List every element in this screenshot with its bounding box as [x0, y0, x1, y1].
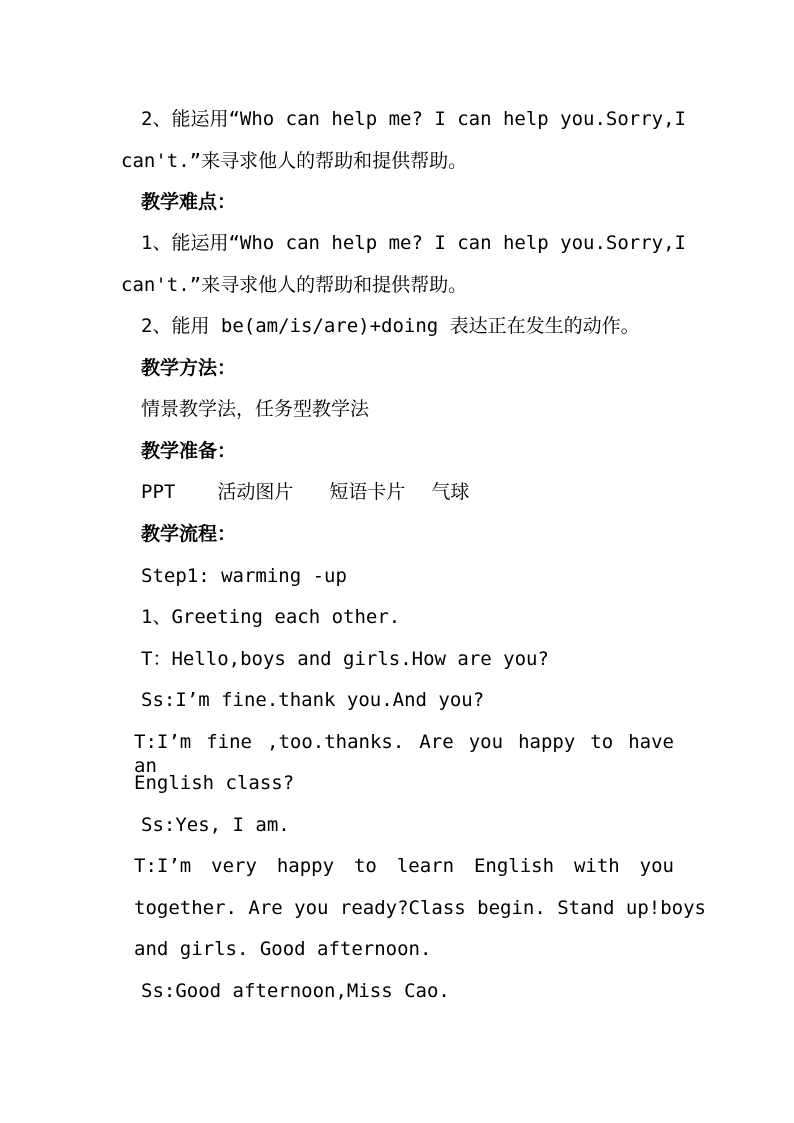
prep-item-activity-pictures: 活动图片 [217, 481, 294, 503]
goal2-line2: can't.”来寻求他人的帮助和提供帮助。 [121, 150, 468, 172]
teacher-line-2a: T:I’m fine ,too.thanks. Are you happy to have an [134, 731, 674, 777]
prep-item-ppt: PPT [141, 481, 176, 503]
diff2-line: 2、能用 be(am/is/are)+doing 表达正在发生的动作。 [141, 315, 640, 337]
difficulty-heading: 教学难点： [141, 191, 237, 213]
teacher-line-3c: and girls. Good afternoon. [134, 938, 432, 960]
method-heading: 教学方法： [141, 357, 237, 379]
goal2-line1: 2、能运用“Who can help me? I can help you.Sorry,I [141, 108, 686, 130]
teacher-line-1: T：Hello,boys and girls.How are you? [141, 648, 549, 670]
step1-line: Step1: warming -up [141, 565, 347, 587]
process-heading: 教学流程： [141, 523, 237, 545]
students-line-3: Ss:Good afternoon,Miss Cao. [141, 980, 450, 1002]
students-line-2: Ss:Yes, I am. [141, 814, 290, 836]
greeting-line: 1、Greeting each other. [141, 606, 401, 628]
prep-item-balloons: 气球 [431, 481, 470, 503]
teacher-line-3b: together. Are you ready?Class begin. Stand up!boys [134, 897, 706, 919]
teacher-line-3a: T:I’m very happy to learn English with you [134, 855, 674, 877]
diff1-line1: 1、能运用“Who can help me? I can help you.Sorry,I [141, 232, 686, 254]
prep-heading: 教学准备： [141, 440, 237, 462]
method-text: 情景教学法，任务型教学法 [141, 398, 370, 420]
prep-items [141, 480, 469, 504]
teacher-line-2b: English class? [134, 772, 295, 794]
students-line-1: Ss:I’m fine.thank you.And you? [141, 689, 485, 711]
prep-item-phrase-cards: 短语卡片 [329, 481, 406, 503]
diff1-line2: can't.”来寻求他人的帮助和提供帮助。 [121, 274, 468, 296]
